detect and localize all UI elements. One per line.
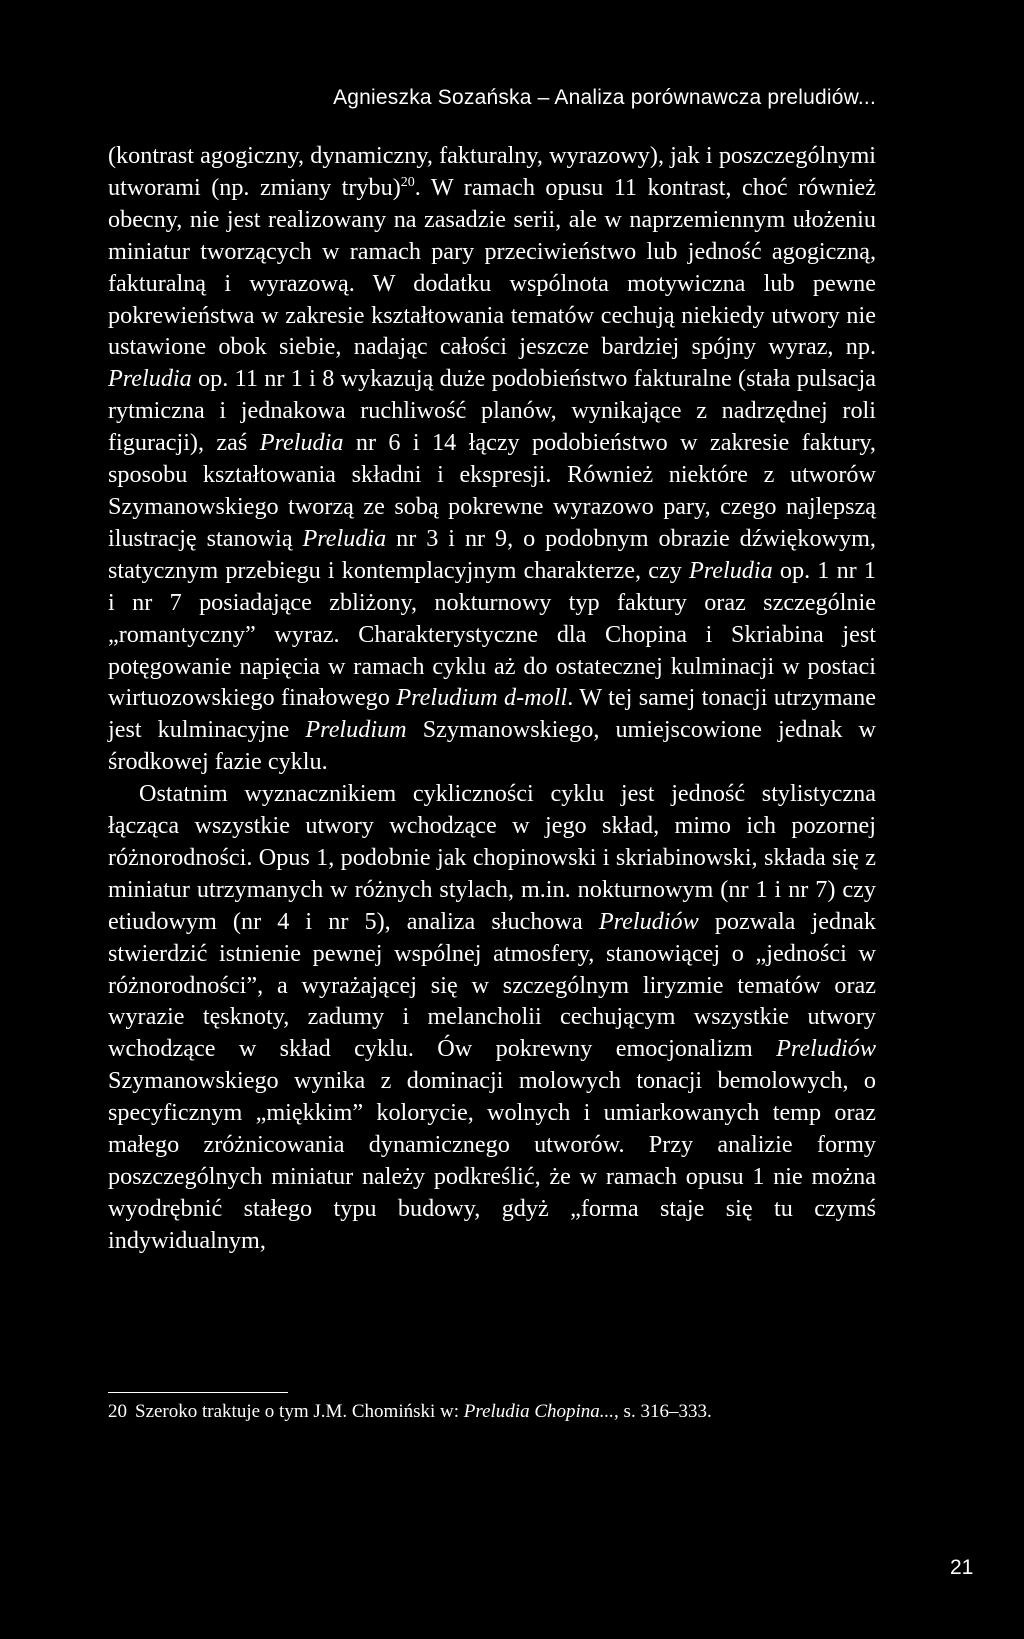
text-run: . W tej samej tonacji utrzymane jest kulminacyjne — [108, 684, 877, 744]
text-run: pozwala jednak stwierdzić istnienie pewnej wspólnej atmosfery, stanowiącej o „jedności w różnorodności”, a wyrażającej się w szczególnym liryzmie tematów oraz wyrazie tęsknoty, zadumy i melancholii cechującym wszystkie utwory wchodzące w skład cyklu. Ów pokrewny emocjonalizm — [108, 907, 876, 1063]
footnote-number: 20 — [108, 1401, 127, 1422]
page-number: 21 — [950, 1556, 974, 1579]
italic-title: Preludiów — [598, 907, 699, 935]
italic-title: Preludium — [305, 716, 407, 744]
italic-title: Preludia — [108, 365, 192, 393]
footnote — [108, 1399, 876, 1425]
text-run: Szymanowskiego wynika z dominacji molowych tonacji bemolowych, o specyficznym „miękkim” kolorycie, wolnych i umiarkowanych temp oraz małego zróżnicowania dynamicznego utworów. Przy analizie formy poszczególnych miniatur należy podkreślić, że w ramach opusu 1 nie można wyodrębnić stałego typu budowy, gdyż „forma staje się tu czymś indywidualnym, — [108, 1067, 876, 1254]
text-run: op. 1 nr 1 i nr 7 posiadające zbliżony, nokturnowy typ faktury oraz szczególnie „romantyczny” wyraz. Charakterystyczne dla Chopina i Skriabina jest potęgowanie napięcia w ramach cyklu aż do ostatecznej kulminacji w postaci wirtuozowskiego finałowego — [108, 556, 876, 712]
italic-title: Preludia — [688, 556, 773, 584]
paragraph-1 — [108, 140, 876, 778]
italic-title: Preludia — [302, 524, 387, 552]
text-run: Szymanowskiego, umiejscowione jednak w środkowej fazie cyklu. — [108, 716, 876, 776]
running-head: Agnieszka Sozańska – Analiza porównawcza preludiów... — [333, 86, 876, 109]
paragraph-2 — [108, 778, 876, 1257]
text-run: op. 11 nr 1 i 8 wykazują duże podobieństwo fakturalne (stała pulsacja rytmiczna i jednakowa ruchliwość planów, wynikające z nadrzędnej roli figuracji), zaś — [108, 365, 876, 457]
footnote-reference: 20 — [400, 174, 415, 190]
text-run: (kontrast agogiczny, dynamiczny, fakturalny, wyrazowy), jak i poszczególnymi utworami (np. zmiany trybu) — [108, 142, 876, 201]
footnote-separator — [108, 1392, 288, 1393]
footnote-text: , s. 316–333. — [614, 1401, 712, 1422]
italic-title: Preludia — [259, 429, 344, 457]
text-run: . W ramach opusu 11 kontrast, choć również obecny, nie jest realizowany na zasadzie serii, ale w naprzemiennym ułożeniu miniatur tworzących w ramach pary przeciwieństwo lub jedność agogiczną, fakturalną i wyrazową. W dodatku wspólnota motywiczna lub pewne pokrewieństwa w zakresie kształtowania tematów cechują niekiedy utwory nie ustawione obok siebie, nadając całości jeszcze bardziej spójny wyraz, np. — [108, 173, 877, 361]
italic-title: Preludiów — [776, 1035, 876, 1063]
text-run: Ostatnim wyznacznikiem cykliczności cyklu jest jedność stylistyczna łącząca wszystkie utwory wchodzące w jego skład, mimo ich pozornej różnorodności. Opus 1, podobnie jak chopinowski i skriabinowski, składa się z miniatur utrzymanych w różnych stylach, m.in. nokturnowym (nr 1 i nr 7) czy etiudowym (nr 4 i nr 5), analiza słuchowa — [108, 780, 876, 935]
footnote-italic-title: Preludia Chopina... — [463, 1401, 615, 1422]
text-run: nr 3 i nr 9, o podobnym obrazie dźwiękowym, statycznym przebiegu i kontemplacyjnym charakterze, czy — [108, 524, 876, 584]
italic-title: Preludium d-moll — [396, 684, 568, 712]
text-run: nr 6 i 14 łączy podobieństwo w zakresie faktury, sposobu kształtowania składni i ekspresji. Również niektóre z utworów Szymanowskiego tworzą ze sobą pokrewne wyrazowo pary, czego najlepszą ilustrację stanowią — [108, 429, 876, 552]
footnote-text: Szeroko traktuje o tym J.M. Chomiński w: — [135, 1401, 464, 1422]
main-text — [108, 140, 876, 1257]
